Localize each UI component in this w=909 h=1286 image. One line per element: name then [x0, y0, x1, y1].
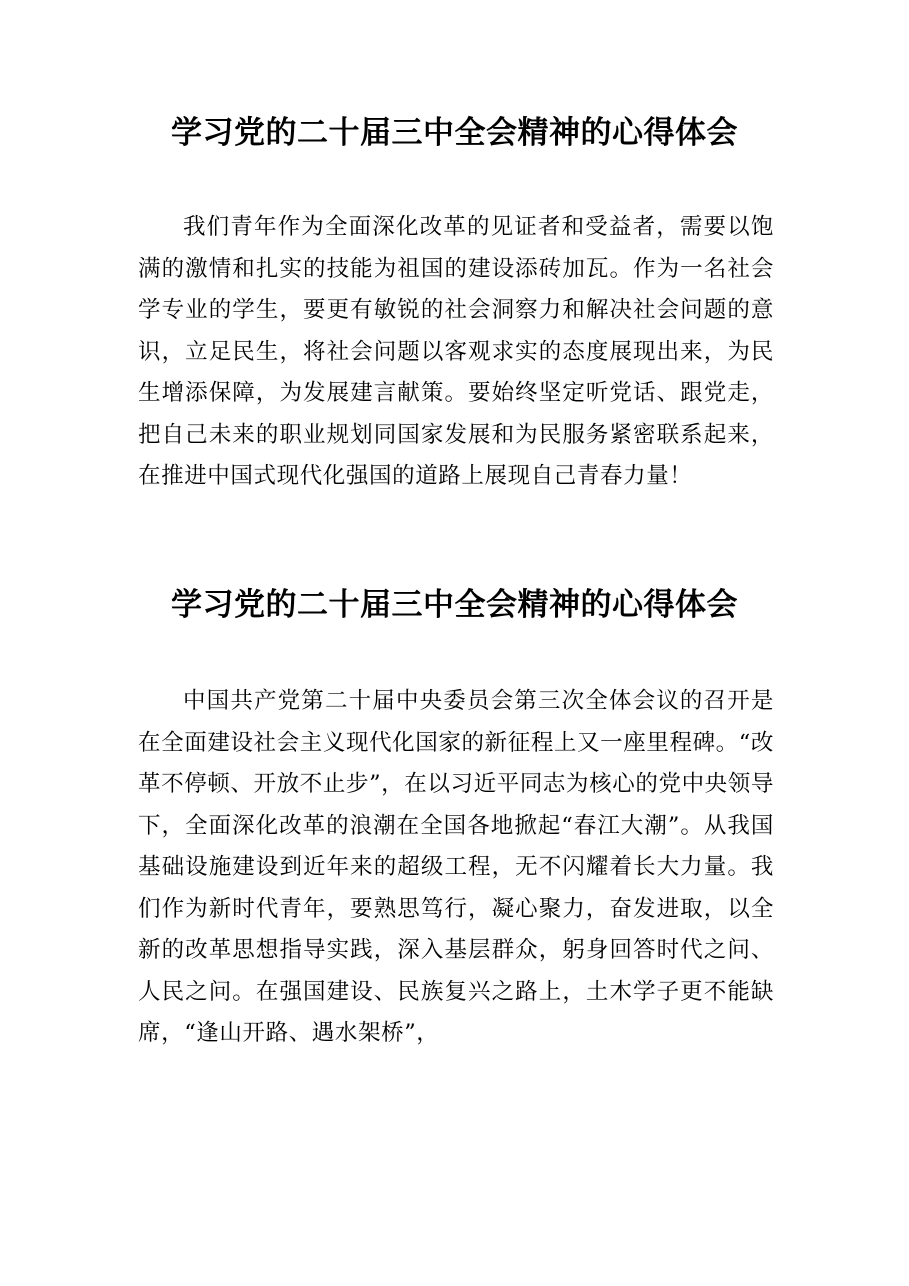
section-1-title: 学习党的二十届三中全会精神的心得体会: [171, 115, 738, 151]
section-1-paragraph: 我们青年作为全面深化改革的见证者和受益者，需要以饱满的激情和扎实的技能为祖国的建设添砖加瓦。作为一名社会学专业的学生，要更有敏锐的社会洞察力和解决社会问题的意识，立足民生，将社会问题以客观求实的态度展现出来，为民生增添保障，为发展建言献策。要始终坚定听党话、跟党走，把自己未来的职业规划同国家发展和为民服务紧密联系起来，在推进中国式现代化强国的道路上展现自己青春力量！: [138, 214, 774, 489]
section-2-paragraph: 中国共产党第二十届中央委员会第三次全体会议的召开是在全面建设社会主义现代化国家的新征程上又一座里程碑。“改革不停顿、开放不止步”，在以习近平同志为核心的党中央领导下，全面深化改革的浪潮在全国各地掀起“春江大潮”。从我国基础设施建设到近年来的超级工程，无不闪耀着长大力量。我们作为新时代青年，要熟思笃行，凝心聚力，奋发进取，以全新的改革思想指导实践，深入基层群众，躬身回答时代之问、人民之问。在强国建设、民族复兴之路上，土木学子更不能缺席，“逢山开路、遇水架桥”，: [138, 688, 774, 1046]
section-2-title: 学习党的二十届三中全会精神的心得体会: [171, 587, 738, 623]
